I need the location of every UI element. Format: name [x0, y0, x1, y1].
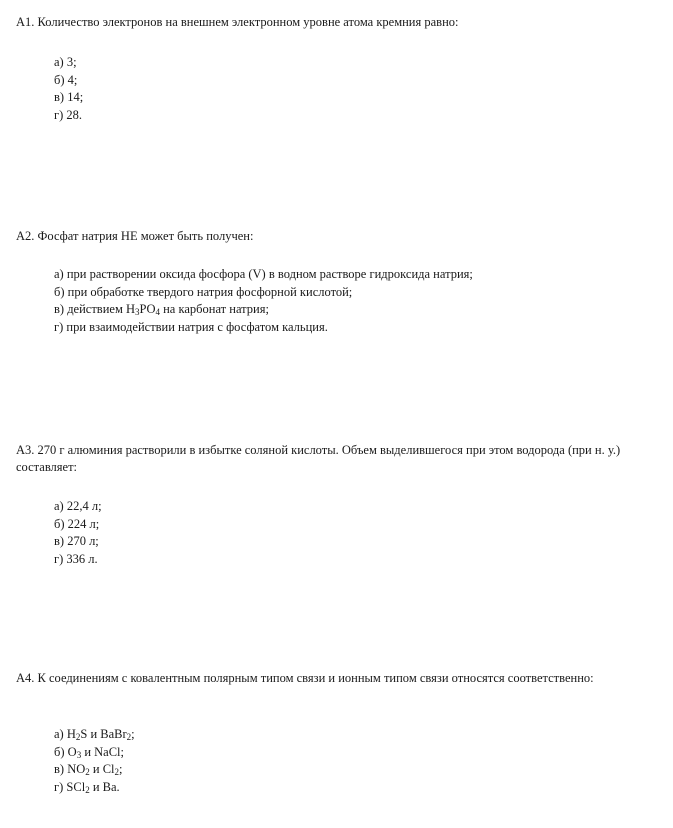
subscript: 2 — [75, 732, 81, 742]
options-list — [54, 54, 83, 124]
question-a4 — [16, 670, 666, 795]
subscript: 3 — [135, 307, 140, 317]
question-a2 — [16, 228, 666, 334]
question-a1 — [16, 14, 666, 122]
answer-option: в) 270 л; — [54, 534, 99, 548]
subscript: 2 — [85, 784, 90, 795]
answer-option: в) $NO_2$ и $Cl_2$; — [54, 762, 123, 777]
question-text: А2. Фосфат натрия НЕ может быть получен: — [16, 229, 254, 243]
answer-option: г) 336 л. — [54, 551, 98, 566]
question-text: А1. Количество электронов на внешнем электронном уровне атома кремния равно: — [16, 15, 459, 29]
answer-option: а) 3; — [54, 55, 77, 69]
question-text: А4. К соединениям с ковалентным полярным типом связи и ионным типом связи относятся соответственно: — [16, 671, 594, 685]
subscript: 2 — [85, 767, 90, 777]
answer-option: г) 28. — [54, 107, 83, 122]
answer-option: а) $H_2S$ и BaBr$_2$; — [54, 727, 135, 742]
answer-option: в) 14; — [54, 90, 84, 104]
answer-option: б) $O_3$ и NaCl; — [54, 744, 124, 760]
answer-option: а) при растворении оксида фосфора (V) в водном растворе гидроксида натрия; — [54, 267, 473, 281]
answer-option: б) 224 л; — [54, 516, 100, 531]
question-a3 — [16, 442, 666, 566]
answer-option: г) при взаимодействии натрия с фосфатом кальция. — [54, 319, 328, 334]
options-list — [54, 498, 102, 568]
answer-option: а) 22,4 л; — [54, 499, 102, 513]
subscript: 2 — [126, 732, 132, 742]
answer-option: г) SCl$_2$ и Ba. — [54, 779, 120, 795]
answer-option: в) действием $H_3PO_4$ на карбонат натрия; — [54, 302, 269, 317]
subscript: 2 — [114, 767, 119, 777]
subscript: 4 — [155, 307, 160, 317]
options-list — [54, 726, 135, 796]
answer-option: б) при обработке твердого натрия фосфорной кислотой; — [54, 284, 353, 299]
subscript: 3 — [76, 749, 82, 760]
question-text: А3. 270 г алюминия растворили в избытке соляной кислоты. Объем выделившегося при этом водорода (при н. у.) составляет: — [16, 443, 621, 474]
options-list — [54, 266, 473, 336]
answer-option: б) 4; — [54, 72, 78, 87]
